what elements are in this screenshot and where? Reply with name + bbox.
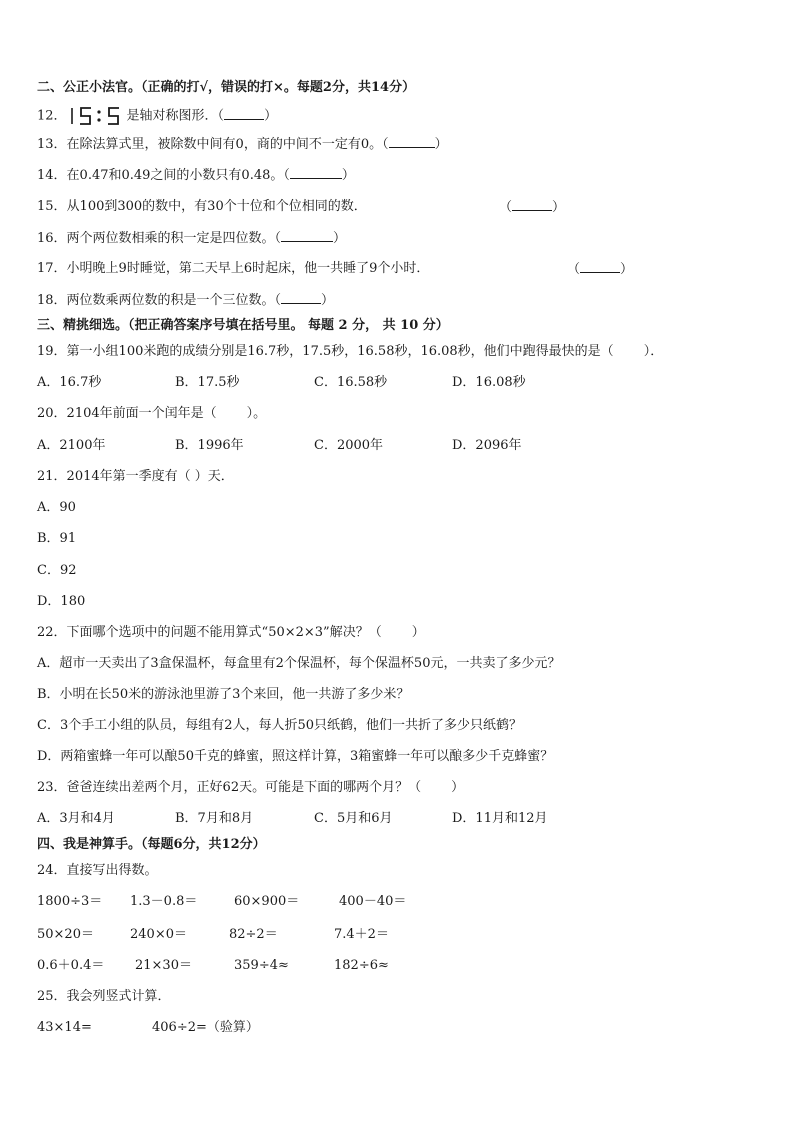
question-17-answer (567, 261, 633, 278)
calc-1-1: 1800÷3＝ (37, 894, 103, 909)
question-14 (37, 167, 355, 184)
option-21-a[interactable]: A．90 (37, 500, 76, 515)
option-22-c[interactable]: C．3个手工小组的队员，每组有2人，每人折50只纸鹤，他们一共折了多少只纸鹤？ (37, 718, 523, 733)
calc-2-3: 82÷2＝ (229, 927, 278, 942)
question-20 (37, 406, 266, 422)
question-23 (37, 780, 464, 796)
digital-digits-label: 5:5 (68, 106, 71, 107)
question-25: 25．我会列竖式计算． (37, 989, 171, 1004)
calc-3-1: 0.6＋0.4＝ (37, 958, 105, 973)
question-13-text: 13．在除法算式里，被除数中间有0，商的中间不一定有0。（ (37, 137, 389, 152)
question-21: 21．2014年第一季度有（ ）天． (37, 469, 234, 484)
question-14-close: ） (341, 168, 355, 183)
option-23-a[interactable]: A．3月和4月 (37, 811, 115, 826)
option-20-a[interactable]: A．2100年 (37, 438, 106, 453)
question-15 (37, 199, 367, 215)
option-23-c[interactable]: C．5月和6月 (314, 811, 393, 826)
question-19-text: 19．第一小组100米跑的成绩分别是16.7秒，17.5秒，16.58秒，16.08秒，他们中跑得最快的是（ (37, 344, 614, 359)
option-19-b[interactable]: B．17.5秒 (175, 375, 240, 390)
option-22-b[interactable]: B．小明在长50米的游泳池里游了3个来回，他一共游了多少米？ (37, 687, 410, 702)
option-20-c[interactable]: C．2000年 (314, 438, 384, 453)
question-13 (37, 136, 448, 153)
answer-blank-18[interactable] (281, 292, 321, 304)
option-22-d[interactable]: D．两箱蜜蜂一年可以酿50千克的蜂蜜，照这样计算，3箱蜜蜂一年可以酿多少千克蜂蜜？ (37, 749, 554, 764)
calc-1-4: 400－40＝ (339, 894, 407, 909)
question-23-text: 23．爸爸连续出差两个月，正好62天。可能是下面的哪两个月？（ (37, 780, 422, 795)
question-17-close: ） (620, 262, 634, 277)
question-17-text: 17．小明晚上9时睡觉，第二天早上6时起床，他一共睡了9个小时． (37, 261, 430, 276)
question-17 (37, 261, 429, 277)
question-17-open: （ (567, 262, 581, 277)
calc-1-2: 1.3－0.8＝ (130, 894, 198, 909)
option-21-b[interactable]: B．91 (37, 531, 77, 546)
question-16 (37, 230, 346, 247)
answer-blank-12[interactable] (224, 108, 264, 120)
question-24: 24．直接写出得数。 (37, 863, 158, 878)
question-15-close: ） (552, 200, 566, 215)
question-13-close: ） (434, 137, 448, 152)
option-20-d[interactable]: D．2096年 (452, 438, 522, 453)
calc-2-1: 50×20＝ (37, 927, 94, 942)
question-15-answer (499, 199, 565, 216)
question-22 (37, 625, 425, 641)
question-12-number: 12． (37, 108, 67, 124)
answer-blank-16[interactable] (281, 230, 333, 242)
question-19 (37, 344, 663, 360)
question-23-close: ） (451, 780, 465, 795)
option-19-d[interactable]: D．16.08秒 (452, 375, 526, 390)
option-19-a[interactable]: A．16.7秒 (37, 375, 102, 390)
question-12-text: 是轴对称图形．（ (126, 108, 225, 124)
question-15-open: （ (499, 200, 513, 215)
calc-3-2: 21×30＝ (135, 958, 192, 973)
question-18 (37, 292, 334, 309)
question-18-close: ） (321, 293, 335, 308)
question-14-text: 14．在0.47和0.49之间的小数只有0.48。（ (37, 168, 290, 183)
option-22-a[interactable]: A．超市一天卖出了3盒保温杯，每盒里有2个保温杯，每个保温杯50元，一共卖了多少元？ (37, 656, 561, 671)
question-18-text: 18．两位数乘两位数的积是一个三位数。（ (37, 293, 282, 308)
section-3-heading: 三、精挑细选。（把正确答案序号填在括号里。 每题 2 分， 共 10 分） (37, 318, 449, 333)
calc-3-3: 359÷4≈ (234, 958, 289, 973)
question-22-text: 22．下面哪个选项中的问题不能用算式“50×2×3”解决？（ (37, 625, 382, 640)
option-23-b[interactable]: B．7月和8月 (175, 811, 254, 826)
vertical-calc-1: 43×14= (37, 1020, 92, 1035)
digital-digits-icon (69, 106, 125, 126)
question-22-close: ） (411, 625, 425, 640)
vertical-calc-2: 406÷2=（验算） (152, 1020, 259, 1035)
answer-blank-14[interactable] (290, 167, 342, 179)
option-23-d[interactable]: D．11月和12月 (452, 811, 548, 826)
section-2-heading: 二、公正小法官。（正确的打√，错误的打×。每题2分，共14分） (37, 80, 416, 95)
option-21-c[interactable]: C．92 (37, 563, 77, 578)
option-20-b[interactable]: B．1996年 (175, 438, 244, 453)
calc-3-4: 182÷6≈ (334, 958, 389, 973)
section-4-heading: 四、我是神算手。（每题6分，共12分） (37, 837, 266, 852)
question-12 (37, 106, 277, 126)
option-21-d[interactable]: D．180 (37, 594, 86, 609)
answer-blank-13[interactable] (389, 136, 435, 148)
question-20-text: 20．2104年前面一个闰年是（ (37, 406, 217, 421)
question-16-close: ） (333, 231, 347, 246)
answer-blank-17[interactable] (580, 261, 620, 273)
option-19-c[interactable]: C．16.58秒 (314, 375, 388, 390)
calc-2-4: 7.4＋2＝ (334, 927, 389, 942)
question-19-close: ）． (643, 344, 664, 359)
answer-blank-15[interactable] (512, 199, 552, 211)
calc-1-3: 60×900＝ (234, 894, 300, 909)
question-20-close: ）。 (246, 406, 267, 421)
calc-2-2: 240×0＝ (130, 927, 187, 942)
question-12-close: ） (264, 108, 278, 124)
question-15-text: 15．从100到300的数中，有30个十位和个位相同的数． (37, 199, 367, 214)
question-16-text: 16．两个两位数相乘的积一定是四位数。（ (37, 231, 282, 246)
